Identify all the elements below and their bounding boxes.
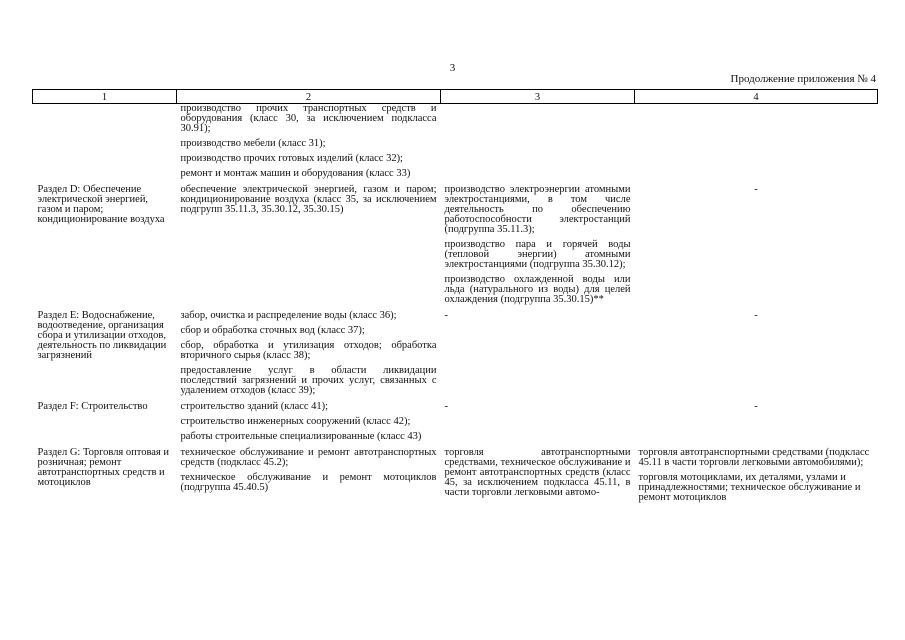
cell-paragraph: техническое обслуживание и ремонт мотоциклов (подгруппа 45.40.5) xyxy=(180,472,437,493)
table-body xyxy=(33,104,878,504)
col2-cell xyxy=(177,396,441,442)
col4-cell xyxy=(635,104,878,180)
cell-paragraph: - xyxy=(444,310,448,321)
cell-paragraph: - xyxy=(444,401,448,412)
cell-paragraph: обеспечение электрической энергией, газом и паром; кондиционирование воздуха (класс 35, за исключением подгрупп 35.11.3, 35.30.12, 35.30.15) xyxy=(180,184,437,215)
col3-cell xyxy=(441,179,635,305)
column-header: 2 xyxy=(177,90,441,104)
cell-paragraph: техническое обслуживание и ремонт автотранспортных средств (подкласс 45.2); xyxy=(180,447,437,468)
page-number: 3 xyxy=(449,62,456,74)
cell-paragraph: производство электроэнергии атомными электростанциями, в том числе деятельность по обеспечению работоспособности электростанций (подгруппа 35.11.3); xyxy=(444,184,631,235)
cell-paragraph: забор, очистка и распределение воды (класс 36); xyxy=(180,310,397,321)
col2-cell xyxy=(177,179,441,305)
col4-cell xyxy=(635,396,878,442)
col4-cell xyxy=(635,305,878,396)
table-row xyxy=(33,104,878,180)
table-row xyxy=(33,305,878,396)
cell-paragraph: производство охлажденной воды или льда (натурального из воды) для целей охлаждения (подгруппа 35.30.15)** xyxy=(444,274,631,305)
col3-cell xyxy=(441,305,635,396)
column-header: 3 xyxy=(441,90,635,104)
col4-cell xyxy=(635,179,878,305)
activity-table xyxy=(32,89,878,503)
section-name-cell: Раздел F: Строительство xyxy=(37,401,148,412)
continuation-note: Продолжение приложения № 4 xyxy=(730,73,876,85)
col3-cell xyxy=(441,396,635,442)
section-name-cell: Раздел G: Торговля оптовая и розничная; ремонт автотранспортных средств и мотоциклов xyxy=(37,447,170,488)
col2-cell xyxy=(177,305,441,396)
cell-paragraph: производство пара и горячей воды (тепловой энергии) атомными электростанциями (подгруппа 35.30.12); xyxy=(444,239,631,270)
column-header: 4 xyxy=(635,90,878,104)
cell-paragraph: сбор и обработка сточных вод (класс 37); xyxy=(180,325,365,336)
cell-paragraph: торговля автотранспортными средствами, техническое обслуживание и ремонт автотранспортных средств (класс 45, за исключением подкласса 45.11, в части торговли легковыми автомо- xyxy=(444,447,631,498)
cell-paragraph: работы строительные специализированные (класс 43) xyxy=(180,431,422,442)
section-name-cell: Раздел E: Водоснабжение, водоотведение, организация сбора и утилизации отходов, деятельность по ликвидации загрязнений xyxy=(37,310,167,361)
col3-cell xyxy=(441,442,635,503)
col3-cell xyxy=(441,104,635,180)
col2-cell xyxy=(177,104,441,180)
col4-cell xyxy=(635,442,878,503)
cell-paragraph: производство мебели (класс 31); xyxy=(180,138,326,149)
cell-paragraph: торговля мотоциклами, их деталями, узлами и принадлежностями; техническое обслуживание и ремонт мотоциклов xyxy=(638,472,861,503)
header-row xyxy=(33,90,878,104)
table-row xyxy=(33,179,878,305)
table-row xyxy=(33,442,878,503)
table-row xyxy=(33,396,878,442)
cell-paragraph: - xyxy=(754,184,758,195)
column-header: 1 xyxy=(33,90,177,104)
section-name-cell: Раздел D: Обеспечение электрической энергией, газом и паром; кондиционирование воздуха xyxy=(37,184,165,225)
cell-paragraph: строительство зданий (класс 41); xyxy=(180,401,329,412)
cell-paragraph: ремонт и монтаж машин и оборудования (класс 33) xyxy=(180,168,411,179)
cell-paragraph: - xyxy=(754,310,758,321)
col2-cell xyxy=(177,442,441,503)
cell-paragraph: - xyxy=(754,401,758,412)
cell-paragraph: строительство инженерных сооружений (класс 42); xyxy=(180,416,411,427)
section-name-cell xyxy=(33,104,177,180)
cell-paragraph: сбор, обработка и утилизация отходов; обработка вторичного сырья (класс 38); xyxy=(180,340,437,361)
cell-paragraph: производство прочих готовых изделий (класс 32); xyxy=(180,153,403,164)
cell-paragraph: предоставление услуг в области ликвидации последствий загрязнений и прочих услуг, связанных с удалением отходов (класс 39); xyxy=(180,365,437,396)
cell-paragraph: торговля автотранспортными средствами (подкласс 45.11 в части торговли легковыми автомобилями); xyxy=(638,447,870,468)
cell-paragraph: производство прочих транспортных средств и оборудования (класс 30, за исключением подкласса 30.91); xyxy=(180,103,437,134)
